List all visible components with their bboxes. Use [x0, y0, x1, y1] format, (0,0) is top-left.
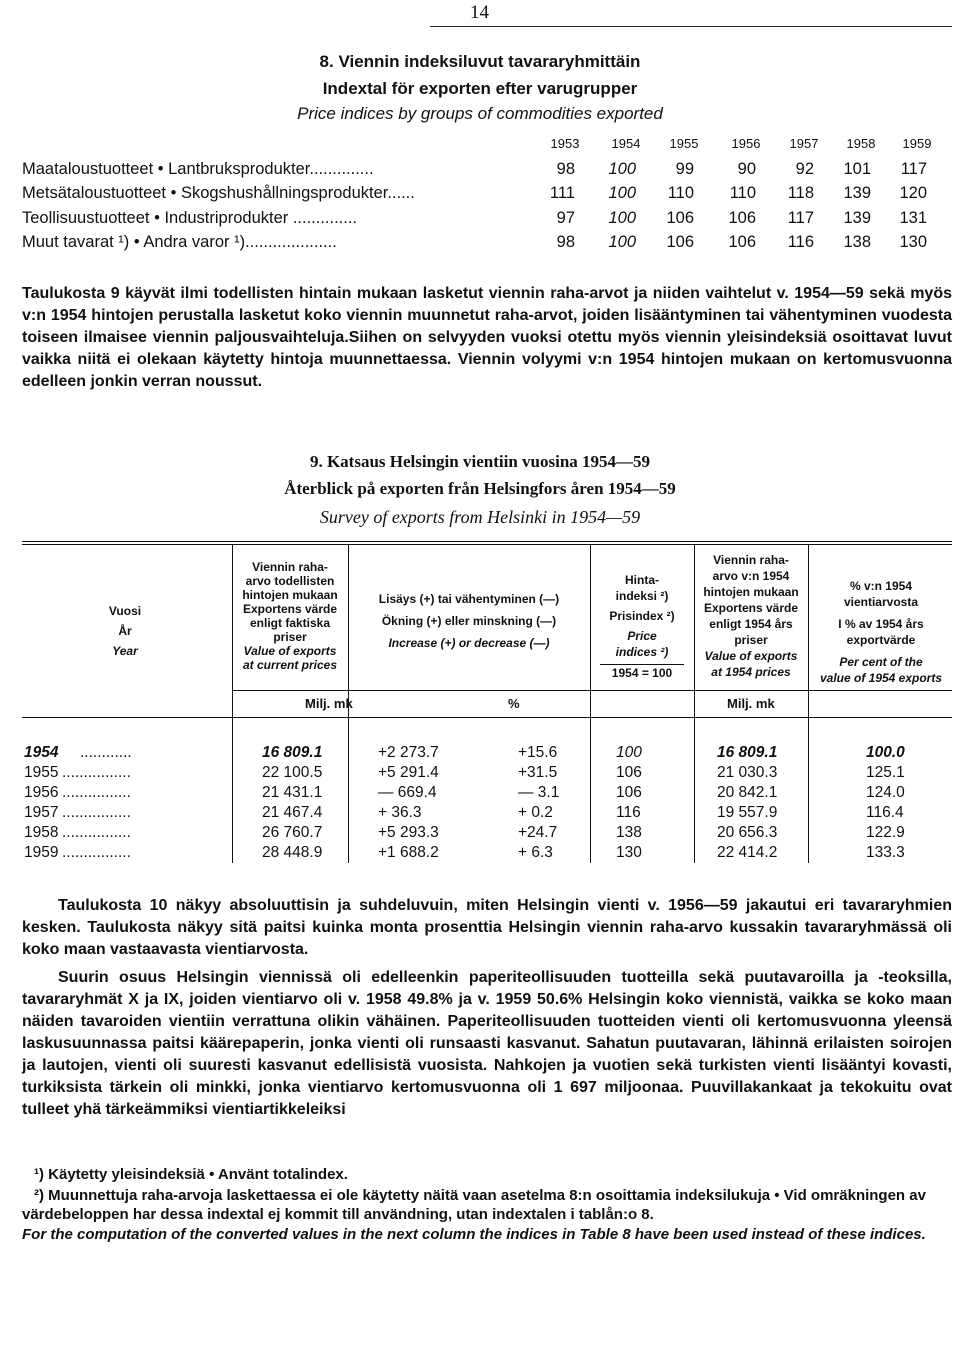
cell-share: 100.0	[866, 744, 905, 761]
cell: 111	[549, 184, 575, 202]
cell-current: 16 809.1	[262, 744, 323, 761]
header-share	[810, 578, 952, 686]
header-line: I % av 1954 års	[838, 617, 924, 631]
cell: 100	[608, 209, 636, 227]
cell-current: 22 100.5	[262, 764, 323, 781]
cell-share: 125.1	[866, 764, 905, 781]
row-dots: ................	[62, 764, 131, 781]
header-line: arvo v:n 1954	[712, 569, 790, 583]
header-line: Hinta-	[625, 573, 659, 587]
cell-change: +5 291.4	[378, 764, 439, 781]
cell-share: 133.3	[866, 844, 905, 861]
header-line: vientiarvosta	[843, 595, 919, 609]
cell-at1954: 20 842.1	[717, 784, 778, 801]
cell: 117	[787, 209, 814, 227]
paragraph-export-summary: Suurin osuus Helsingin viennissä oli edelleenkin paperiteollisuuden tuotteilla sekä puutavaroilla ja -teoksilla, tavararyhmät X ja IX, joiden vientiarvo oli v. 1958 49.8% ja v. 1959 50.6% Helsingin koko viennistä, vaikka se koko maan näiden tavaroiden vientiin verrattuna olikin vähäinen. Paperiteollisuuden tuotteiden vienti oli kertomusvuonna yleensä laskusuunnassa paitsi käärepaperin, jonka vienti oli runsaasti kasvanut. Sahatun puutavaran, lähinnä erilaisten soirojen ja lautojen, vienti oli suuresti kasvanut edellisistä vuosista. Nahkojen ja vuotien sekä turkisten vienti lisääntyi kovasti, turkiksista tärkein oli minkki, jonka vientiarvo kertomusvuonna oli 1 697 miljoonaa. Puuvillakankaat ja tekokuitu ovat tulleet yhä tärkeämmiksi vientiartikkeleiksi	[22, 969, 952, 1118]
row-label: Muut tavarat ¹) • Andra varor ¹)....................	[22, 233, 337, 251]
table9-title-fi: 9. Katsaus Helsingin vientiin vuosina 1954—59	[309, 452, 651, 471]
table9-row	[0, 783, 960, 803]
cell: 131	[899, 209, 927, 227]
cell: 100	[608, 184, 636, 202]
table8-title-fi: 8. Viennin indeksiluvut tavararyhmittäin	[319, 52, 641, 71]
cell-at1954: 21 030.3	[717, 764, 778, 781]
header-value-1954-prices	[696, 552, 806, 680]
cell: 139	[843, 184, 871, 202]
cell: 99	[675, 160, 694, 178]
cell-share: 124.0	[866, 784, 905, 801]
cell-pct: — 3.1	[518, 784, 560, 801]
row-dots: ................	[62, 824, 131, 841]
table8-row	[0, 208, 960, 228]
cell-at1954: 22 414.2	[717, 844, 778, 861]
cell-pct: +31.5	[518, 764, 558, 781]
cell-current: 21 467.4	[262, 804, 323, 821]
cell: 100	[608, 233, 636, 251]
cell-change: +5 293.3	[378, 824, 439, 841]
header-line: priser	[734, 633, 768, 647]
year-label: 1959	[902, 136, 932, 151]
header-line: Value of exports	[243, 644, 337, 658]
header-rule	[430, 26, 952, 27]
header-line: Value of exports	[704, 649, 798, 663]
header-price-index	[592, 572, 692, 681]
cell: 110	[729, 184, 756, 202]
header-line: Exportens värde	[242, 602, 338, 616]
header-line: % v:n 1954	[849, 579, 913, 593]
table9-row	[0, 743, 960, 763]
paragraph-table10-intro: Taulukosta 10 näkyy absoluuttisin ja suhdeluvuin, miten Helsingin vienti v. 1956—59 jakautui eri tavararyhmien kesken. Taulukosta näkyy sitä paitsi kuinka monta prosenttia Helsingin viennin raha-arvo kussakin tavararyhmässä oli koko maan vastaavasta vientiarvosta.	[22, 897, 952, 958]
cell: 118	[787, 184, 814, 202]
header-line: indices ²)	[615, 645, 669, 659]
row-year: 1955	[24, 764, 59, 781]
header-year-en: Year	[112, 644, 138, 658]
table9-unit-rule	[232, 690, 952, 691]
table9-row	[0, 803, 960, 823]
row-label: Metsätaloustuotteet • Skogshushållningsprodukter......	[22, 184, 415, 202]
header-year-fi: Vuosi	[108, 604, 142, 618]
table9-title-sv: Återblick på exporten från Helsingfors åren 1954—59	[284, 479, 676, 498]
cell-at1954: 19 557.9	[717, 804, 778, 821]
unit-mill: Milj. mk	[305, 696, 353, 711]
header-line: Increase (+) or decrease (—)	[388, 636, 550, 650]
header-line: Ökning (+) eller minskning (—)	[381, 614, 557, 628]
footnote-1: ¹) Käytetty yleisindeksiä • Använt totalindex.	[34, 1166, 348, 1183]
table8-title-sv: Indextal för exporten efter varugrupper	[322, 79, 638, 98]
unit-percent: %	[508, 696, 520, 711]
row-dots: ............	[80, 744, 132, 761]
cell: 139	[843, 209, 871, 227]
table8-row	[0, 183, 960, 203]
row-year: 1959	[24, 844, 59, 861]
row-dots: ................	[62, 804, 131, 821]
cell-pct: + 6.3	[518, 844, 553, 861]
table9-row	[0, 763, 960, 783]
paragraph-table9-intro: Taulukosta 9 käyvät ilmi todellisten hintain mukaan lasketut viennin raha-arvot ja niiden vaihtelut v. 1954—59 sekä myös v:n 1954 hintojen perustalla lasketut koko viennin muunnetut raha-arvot, joiden lisääntyminen tai vähentyminen vuodesta toiseen ilmaisee viennin paljousvaihteluja.Siihen on selvyyden vuoksi otettu myös viennin yleisindeksiä osoittavat luvut vaikka niitä ei olekaan käytetty hintoja muunnettaessa. Viennin volyymi v:n 1954 hintojen mukaan on kertomusvuonna edelleen jonkin verran noussut.	[22, 285, 952, 390]
header-year	[70, 604, 180, 658]
row-dots: ................	[62, 844, 131, 861]
year-label: 1957	[789, 136, 819, 151]
cell-at1954: 20 656.3	[717, 824, 778, 841]
cell: 130	[899, 233, 927, 251]
unit-mill: Milj. mk	[727, 696, 775, 711]
cell-change: +1 688.2	[378, 844, 439, 861]
header-line: enligt faktiska	[249, 616, 331, 630]
cell-pct: +24.7	[518, 824, 558, 841]
header-line: 1954 = 100	[600, 664, 684, 681]
cell-current: 26 760.7	[262, 824, 323, 841]
year-label: 1958	[846, 136, 876, 151]
footnote-3: For the computation of the converted values in the next column the indices in Table 8 have been used instead of these indices.	[22, 1226, 926, 1243]
table9-row	[0, 843, 960, 863]
header-line: Viennin raha-	[252, 560, 328, 574]
table8-title-en: Price indices by groups of commodities exported	[297, 104, 663, 123]
cell-change: — 669.4	[378, 784, 437, 801]
cell: 138	[843, 233, 871, 251]
page-number: 14	[470, 2, 489, 23]
header-year-sv: År	[118, 624, 132, 638]
header-line: at current prices	[242, 658, 338, 672]
header-line: Prisindex ²)	[609, 609, 675, 623]
table9-header-rule	[22, 717, 952, 718]
table8-row	[0, 159, 960, 179]
cell: 101	[843, 160, 871, 178]
header-change	[350, 588, 588, 654]
cell: 106	[728, 209, 756, 227]
cell: 106	[728, 233, 756, 251]
cell-share: 122.9	[866, 824, 905, 841]
header-line: indeksi ²)	[615, 589, 669, 603]
cell-index: 130	[616, 844, 642, 861]
header-line: Price	[627, 629, 657, 643]
cell: 90	[737, 160, 756, 178]
year-label: 1954	[611, 136, 641, 151]
header-line: hintojen mukaan	[703, 585, 799, 599]
cell-index: 106	[616, 784, 642, 801]
cell-index: 106	[616, 764, 642, 781]
header-line: arvo todellisten	[245, 574, 335, 588]
header-line: at 1954 prices	[711, 665, 791, 679]
header-line: Viennin raha-	[713, 553, 789, 567]
table9-row	[0, 823, 960, 843]
cell: 106	[666, 209, 694, 227]
table9-top-rule	[22, 544, 952, 545]
cell-current: 28 448.9	[262, 844, 323, 861]
cell: 117	[900, 160, 927, 178]
header-current-value	[234, 560, 346, 672]
row-year: 1956	[24, 784, 59, 801]
cell-index: 100	[616, 744, 642, 761]
header-line: Per cent of the	[839, 655, 923, 669]
cell: 120	[899, 184, 927, 202]
row-label: Maataloustuotteet • Lantbruksprodukter..............	[22, 160, 374, 178]
header-line: priser	[273, 630, 307, 644]
header-line: hintojen mukaan	[242, 588, 338, 602]
cell-pct: + 0.2	[518, 804, 553, 821]
cell: 98	[556, 160, 575, 178]
row-year: 1958	[24, 824, 59, 841]
header-line: Exportens värde	[703, 601, 799, 615]
table9-top-rule	[22, 541, 952, 542]
year-label: 1955	[669, 136, 699, 151]
header-line: exportvärde	[846, 633, 916, 647]
cell: 92	[795, 160, 814, 178]
year-label: 1956	[731, 136, 761, 151]
cell-change: +2 273.7	[378, 744, 439, 761]
cell: 116	[787, 233, 814, 251]
cell: 97	[556, 209, 575, 227]
cell: 100	[608, 160, 636, 178]
header-line: value of 1954 exports	[819, 671, 943, 685]
year-label: 1953	[550, 136, 580, 151]
row-year: 1954	[24, 744, 59, 761]
cell-change: + 36.3	[378, 804, 422, 821]
header-line: Lisäys (+) tai vähentyminen (—)	[378, 592, 560, 606]
header-line: enligt 1954 års	[709, 617, 793, 631]
cell-index: 138	[616, 824, 642, 841]
cell: 110	[667, 184, 694, 202]
cell-at1954: 16 809.1	[717, 744, 778, 761]
row-year: 1957	[24, 804, 59, 821]
row-label: Teollisuustuotteet • Industriprodukter ..............	[22, 209, 358, 227]
table8-row	[0, 232, 960, 252]
cell-current: 21 431.1	[262, 784, 323, 801]
row-dots: ................	[62, 784, 131, 801]
cell-share: 116.4	[866, 804, 904, 821]
cell-index: 116	[616, 804, 641, 821]
footnote-2: ²) Muunnettuja raha-arvoja laskettaessa ei ole käytetty näitä vaan asetelma 8:n osoittamia indeksilukuja • Vid omräkningen av värdebeloppen har dessa indextal ej kommit till användning, utan indextalen i tablån:o 8.	[22, 1187, 926, 1223]
cell-pct: +15.6	[518, 744, 558, 761]
cell: 106	[666, 233, 694, 251]
cell: 98	[556, 233, 575, 251]
table9-title-en: Survey of exports from Helsinki in 1954—59	[319, 507, 641, 527]
